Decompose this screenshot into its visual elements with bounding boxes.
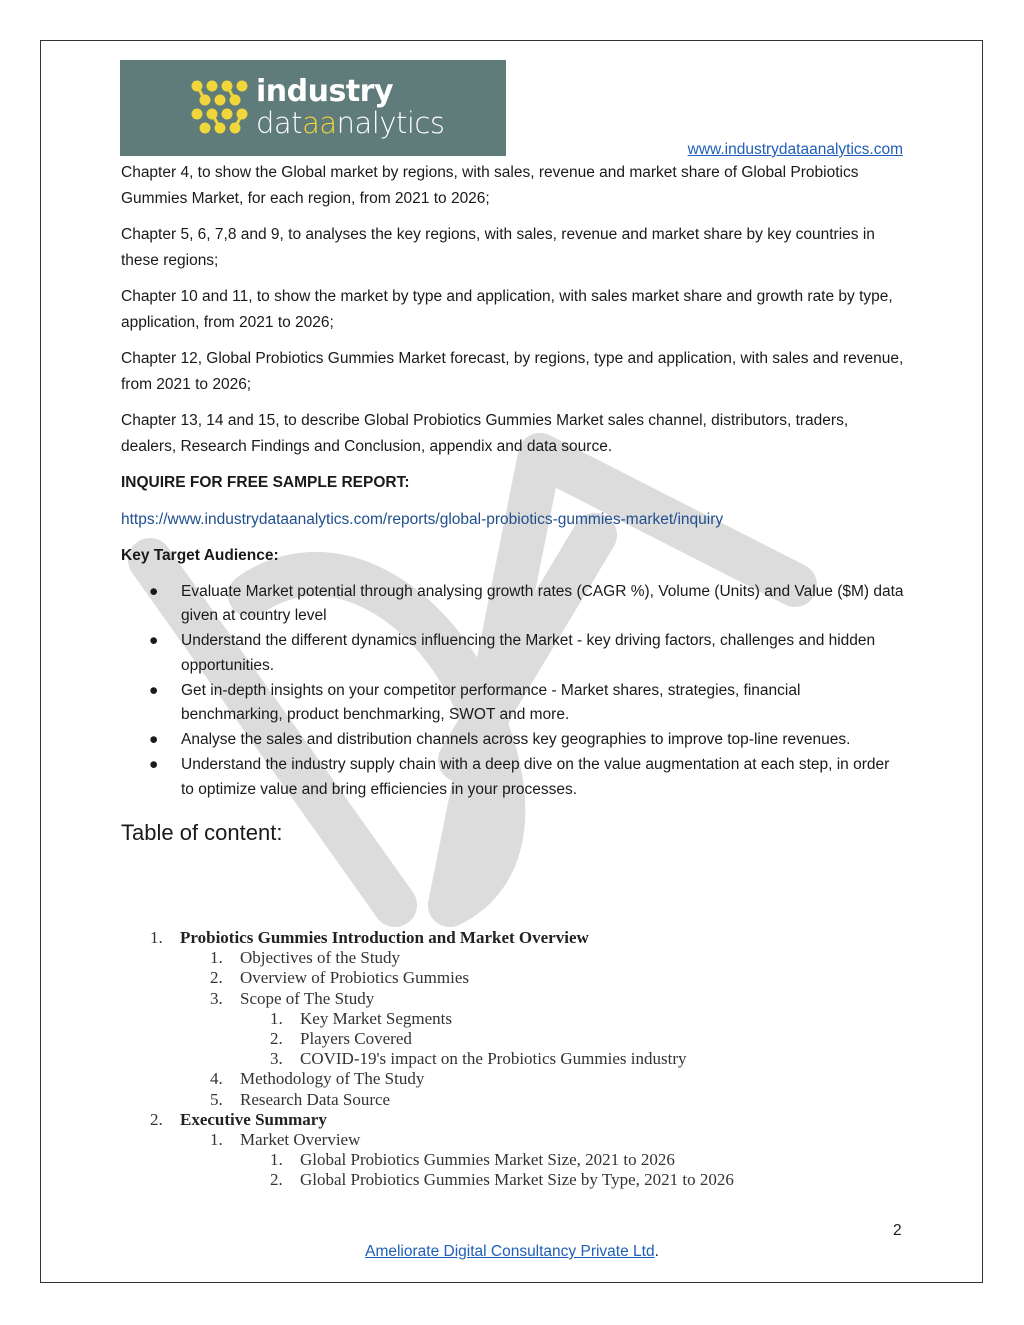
toc-item: 1. Objectives of the Study: [210, 948, 401, 968]
company-link[interactable]: Ameliorate Digital Consultancy Private Ltd: [365, 1243, 655, 1260]
toc-item: 1. Key Market Segments: [270, 1008, 453, 1028]
bullet-icon: ●: [149, 756, 159, 773]
list-item: ● Get in-depth insights on your competitor performance - Market shares, strategies, financial benchmarking, product benchmarking, SWOT and more.: [121, 679, 906, 728]
toc-title: Table of content:: [121, 820, 283, 845]
toc-item: 4. Methodology of The Study: [210, 1069, 425, 1089]
list-item: ● Understand the different dynamics influencing the Market - key driving factors, challenges and hidden opportunities.: [121, 629, 906, 678]
paragraph-chapter-13-15: Chapter 13, 14 and 15, to describe Global Probiotics Gummies Market sales channel, distributors, traders, dealers, Research Findings and Conclusion, appendix and data source.: [121, 412, 849, 455]
bullet-icon: ●: [149, 681, 159, 699]
toc-item: 3. COVID-19's impact on the Probiotics Gummies industry: [270, 1049, 687, 1069]
bullet-icon: ●: [149, 582, 159, 600]
bullet-icon: ●: [149, 632, 159, 649]
bullet-icon: ●: [149, 731, 159, 748]
toc-item: 2. Executive Summary: [150, 1109, 327, 1129]
key-target-audience-heading: Key Target Audience:: [121, 547, 279, 564]
logo-word-dataanalytics: dataanalytics: [256, 106, 445, 140]
toc-item: 2. Global Probiotics Gummies Market Size by Type, 2021 to 2026: [270, 1170, 734, 1190]
toc-item: 3. Scope of The Study: [210, 988, 375, 1008]
logo-word-industry: industry: [256, 74, 394, 109]
list-item: ● Analyse the sales and distribution channels across key geographies to improve top-line revenues.: [121, 728, 906, 753]
toc-item: 1. Global Probiotics Gummies Market Size, 2021 to 2026: [270, 1150, 675, 1170]
footer: [0, 1243, 1024, 1261]
list-item: ● Understand the industry supply chain with a deep dive on the value augmentation at each step, in order to optimize value and bring efficiencies in your processes.: [121, 753, 906, 802]
company-logo: [120, 60, 506, 156]
footer-period: .: [654, 1243, 659, 1260]
page-number: 2: [893, 1222, 902, 1239]
list-item: ● Evaluate Market potential through analysing growth rates (CAGR %), Volume (Units) and Value ($M) data given at country level: [121, 580, 906, 629]
toc-item: 2. Overview of Probiotics Gummies: [210, 968, 469, 988]
toc-item: 2. Players Covered: [270, 1029, 412, 1049]
document-body: [121, 160, 906, 846]
inquiry-link[interactable]: https://www.industrydataanalytics.com/reports/global-probiotics-gummies-market/inquiry: [121, 510, 724, 528]
paragraph-chapter-4: Chapter 4, to show the Global market by regions, with sales, revenue and market share of Global Probiotics Gummies Market, for each region, from 2021 to 2026;: [121, 164, 859, 207]
paragraph-chapter-5-9: Chapter 5, 6, 7,8 and 9, to analyses the key regions, with sales, revenue and market share by key countries in these regions;: [121, 226, 875, 269]
inquire-heading: INQUIRE FOR FREE SAMPLE REPORT:: [121, 474, 410, 491]
toc-item: 5. Research Data Source: [210, 1089, 391, 1109]
toc-item: 1. Market Overview: [210, 1130, 361, 1150]
website-link[interactable]: www.industrydataanalytics.com: [687, 141, 903, 158]
logo-dots-icon: [190, 79, 250, 135]
table-of-contents: [150, 928, 734, 1191]
toc-item: 1. Probiotics Gummies Introduction and Market Overview: [150, 928, 589, 947]
paragraph-chapter-10-11: Chapter 10 and 11, to show the market by type and application, with sales market share and growth rate by type, application, from 2021 to 2026;: [121, 288, 893, 331]
audience-list: [121, 580, 906, 803]
paragraph-chapter-12: Chapter 12, Global Probiotics Gummies Market forecast, by regions, type and application, with sales and revenue, from 2021 to 2026;: [121, 350, 904, 393]
